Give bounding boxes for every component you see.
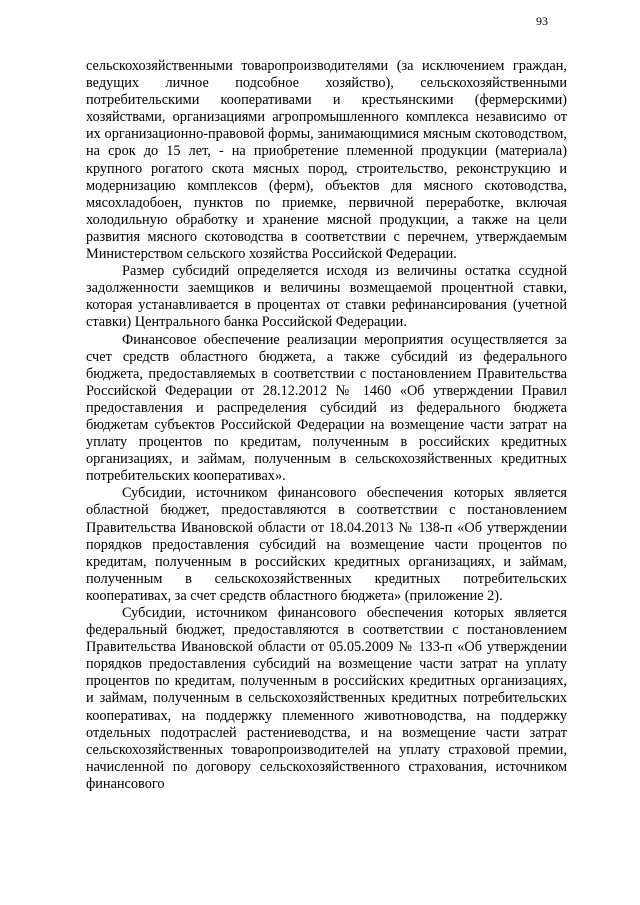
- paragraph: сельскохозяйственными товаропроизводителями (за исключением граждан, ведущих личное подсобное хозяйство), сельскохозяйственными потребительскими кооперативами и крестьянскими (фермерскими) хозяйствами, организациями агропромышленного комплекса независимо от их организационно-правовой формы, занимающимися мясным скотоводством, на срок до 15 лет, - на приобретение племенной продукции (материала) крупного рогатого скота мясных пород, строительство, реконструкцию и модернизацию комплексов (ферм), объектов для мясного скотоводства, мясохладобоен, пунктов по приемке, первичной переработке, включая холодильную обработку и хранение мясной продукции, а также на цели развития мясного скотоводства в соответствии с перечнем, утверждаемым Министерством сельского хозяйства Российской Федерации.: [86, 58, 567, 263]
- paragraph: Размер субсидий определяется исходя из величины остатка ссудной задолженности заемщиков и величины возмещаемой процентной ставки, которая устанавливается в процентах от ставки рефинансирования (учетной ставки) Центрального банка Российской Федерации.: [86, 263, 567, 331]
- paragraph: Субсидии, источником финансового обеспечения которых является областной бюджет, предоставляются в соответствии с постановлением Правительства Ивановской области от 18.04.2013 № 138-п «Об утверждении порядков предоставления субсидий на возмещение части процентов по кредитам, полученным в российских кредитных организациях, и займам, полученным в сельскохозяйственных кредитных потребительских кооперативах, за счет средств областного бюджета» (приложение 2).: [86, 485, 567, 604]
- paragraph: Субсидии, источником финансового обеспечения которых является федеральный бюджет, предоставляются в соответствии с постановлением Правительства Ивановской области от 05.05.2009 № 133-п «Об утверждении порядков предоставления субсидий на возмещение части затрат на уплату процентов по кредитам, полученным в российских кредитных организациях, и займам, полученным в сельскохозяйственных кредитных потребительских кооперативах, на поддержку племенного животноводства, на поддержку отдельных подотраслей растениеводства, и на возмещение части затрат сельскохозяйственных товаропроизводителей на уплату страховой премии, начисленной по договору сельскохозяйственного страхования, источником финансового: [86, 605, 567, 792]
- paragraph: Финансовое обеспечение реализации мероприятия осуществляется за счет средств областного бюджета, а также субсидий из федерального бюджета, предоставляемых в соответствии с постановлением Правительства Российской Федерации от 28.12.2012 № 1460 «Об утверждении Правил предоставления и распределения субсидий из федерального бюджета бюджетам субъектов Российской Федерации на возмещение части затрат на уплату процентов по кредитам, полученным в российских кредитных организациях, и займам, полученным в сельскохозяйственных кредитных потребительских кооперативах».: [86, 331, 567, 485]
- document-body: [86, 58, 567, 793]
- page-number: 93: [536, 14, 548, 28]
